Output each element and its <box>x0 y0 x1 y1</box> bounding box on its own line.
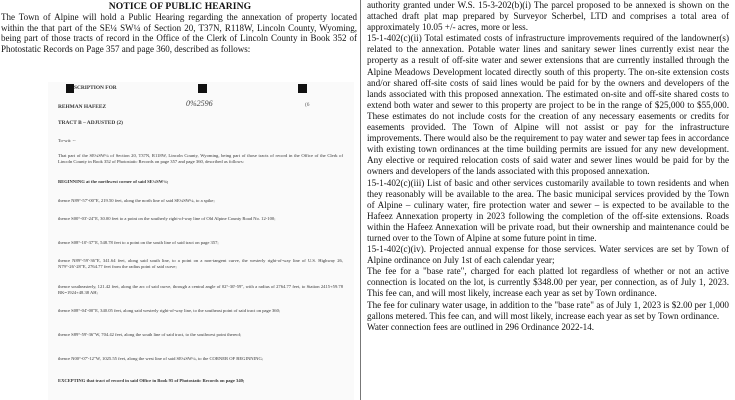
scan-header-fragment: SCRIPTION FOR <box>74 85 117 91</box>
notice-intro: The Town of Alpine will hold a Public Hearing regarding the annexation of property located within the that part of the SE¼ SW¼ of Section 20, T37N, R118W, Lincoln County, Wyoming, being part of those tracts of record in the Office of the Clerk of Lincoln County in Book 352 of Photostatic Records on Page 357 and page 360, described as follows: <box>1 12 357 54</box>
scan-paragraph: thence N89°-59'-36"E, 341.64 feet, along said south line, to a point on a non-tangent curve, the westerly right-of-way line of U.S. Highway 26, N79°-26'-28"E, 2764.77 feet from the radius point of said curve; <box>58 258 343 270</box>
left-column <box>0 0 361 400</box>
scan-tract-heading: TRACT B – ADJUSTED (2) <box>58 120 123 126</box>
redaction-bar <box>198 84 207 93</box>
scan-paragraph: thence S08°-10'-37"E, 548.78 feet to a point on the south line of said tract on page 357; <box>58 240 219 245</box>
scan-page-ref: (6 <box>305 102 310 108</box>
scan-paragraph: That part of the SE¼SW¼ of Section 20, T37N, R118W, Lincoln County, Wyoming, being part of those tracts of record in the Office of the Clerk of Lincoln County in Book 352 of Photostatic Records on page 357 and page 360, described as follows: <box>58 153 343 165</box>
plat-map-paragraph: authority granted under W.S. 15-3-202(b)(i) The parcel proposed to be annexed is shown on the attached draft plat map prepared by Surveyor Scherbel, LTD and comprises a total area of approximately 10.05 +/- acres, more or less. <box>367 0 729 33</box>
scan-paragraph: BEGINNING at the northwest corner of said SE¼SW¼; <box>58 179 169 184</box>
right-column-text <box>367 0 729 333</box>
connection-fees-paragraph: Water connection fees are outlined in 296 Ordinance 2022-14. <box>367 321 595 332</box>
infrastructure-costs-paragraph: 15-1-402(c)(ii) Total estimated costs of infrastructure improvements required of the landowner(s) related to the annexation. Potable water lines and sanitary sewer lines currently exist near the property as a result of off-site water and sewer extensions that are currently installed through the Alpine Meadows Development located directly south of this property. The on-site extension costs and/or shared off-site costs of said lines would be paid for by the owners and developers of the lands associated with this proposed annexation. The estimated on-site and off-site shared costs to extend both water and sewer to this property are project to be in the range of $25,000 to $55,000. These estimates do not include costs for the creation of any necessary easements or credits for easements provided. The Town of Alpine will not assist or pay for the infrastructure improvements. There would also be the requirement to pay water and sewer tap fees in accordance with existing town ordinances at the time building permits are issued for any new development. Any elective or required relocation costs of said water and sewer lines would be paid for by the owners and developers of the lands associated with this proposed annexation. <box>367 33 729 177</box>
scan-paragraph: thence S89°-59'-36"W, 704.42 feet, along the south line of said tract, to the southwest point thereof; <box>58 332 242 337</box>
water-usage-paragraph: The fee for culinary water usage, in addition to the "base rate" as of July 1, 2023 is $2.00 per 1,000 gallons metered. This fee can, and will most likely, increase each year as set by Town ordinance. <box>367 299 729 321</box>
basic-services-paragraph: 15-1-402(c)(iii) List of basic and other services customarily available to town residents and when they reasonably will be available to the area. The basic municipal services provided by the Town of Alpine – culinary water, fire protection water and sewer – is expected to be available to the Hafeez Annexation property in 2023 following the completion of the off-site extensions. Roads within the Hafeez Annexation will be private road, but their ownership and maintenance could be turned over to the Town of Alpine at some future point in time. <box>367 177 729 243</box>
scan-paragraph: thence N89°-57'-00"E, 219.50 feet, along the north line of said SE¼SW¼, to a spike; <box>58 198 215 203</box>
annual-expense-paragraph: 15-1-402(c)(iv). Projected annual expense for those services. Water services are set by Town of Alpine ordinance on July 1st of each calendar year; <box>367 244 729 266</box>
redaction-bar <box>298 84 307 93</box>
scan-paragraph: thence southeasterly, 121.42 feet, along the arc of said curve, through a central angle of 02°-30'-59", with a radius of 2764.77 feet, to Station 2415+59.78 BK=1924+48.38 AH; <box>58 284 343 296</box>
scanned-legal-description <box>48 82 354 400</box>
scan-owner-name: REHMAN HAFEEZ <box>58 104 107 110</box>
notice-title: NOTICE OF PUBLIC HEARING <box>108 1 252 12</box>
scan-paragraph: thence N00°-07'-12"W, 1025.55 feet, along the west line of said SE¼SW¼, to the CORNER OF BEGINNING; <box>58 356 264 361</box>
scan-paragraph: thence S00°-03'-24"E, 30.00 feet to a point on the southerly right-of-way line of Old Alpine County Road No. 12-100; <box>58 216 276 221</box>
base-rate-paragraph: The fee for a "base rate", charged for each platted lot regardless of whether or not an active connection is located on the lot, is currently $348.00 per year, per connection, as of July 1, 2023. This fee can, and will most likely, increase each year as set by Town ordinance. <box>367 266 729 299</box>
scan-paragraph: thence S08°-04'-00"E, 340.05 feet, along said westerly right-of-way line, to the southeast point of said tract on page 360; <box>58 308 281 313</box>
scan-handwritten-ref: 0%2596 <box>186 99 213 108</box>
scan-to-wit: To-wit: -- <box>58 138 76 143</box>
right-column <box>367 0 731 400</box>
redaction-bar <box>66 84 74 93</box>
scan-paragraph: EXCEPTING that tract of record in said Office in Book 95 of Photostatic Records on page 340; <box>58 378 245 383</box>
